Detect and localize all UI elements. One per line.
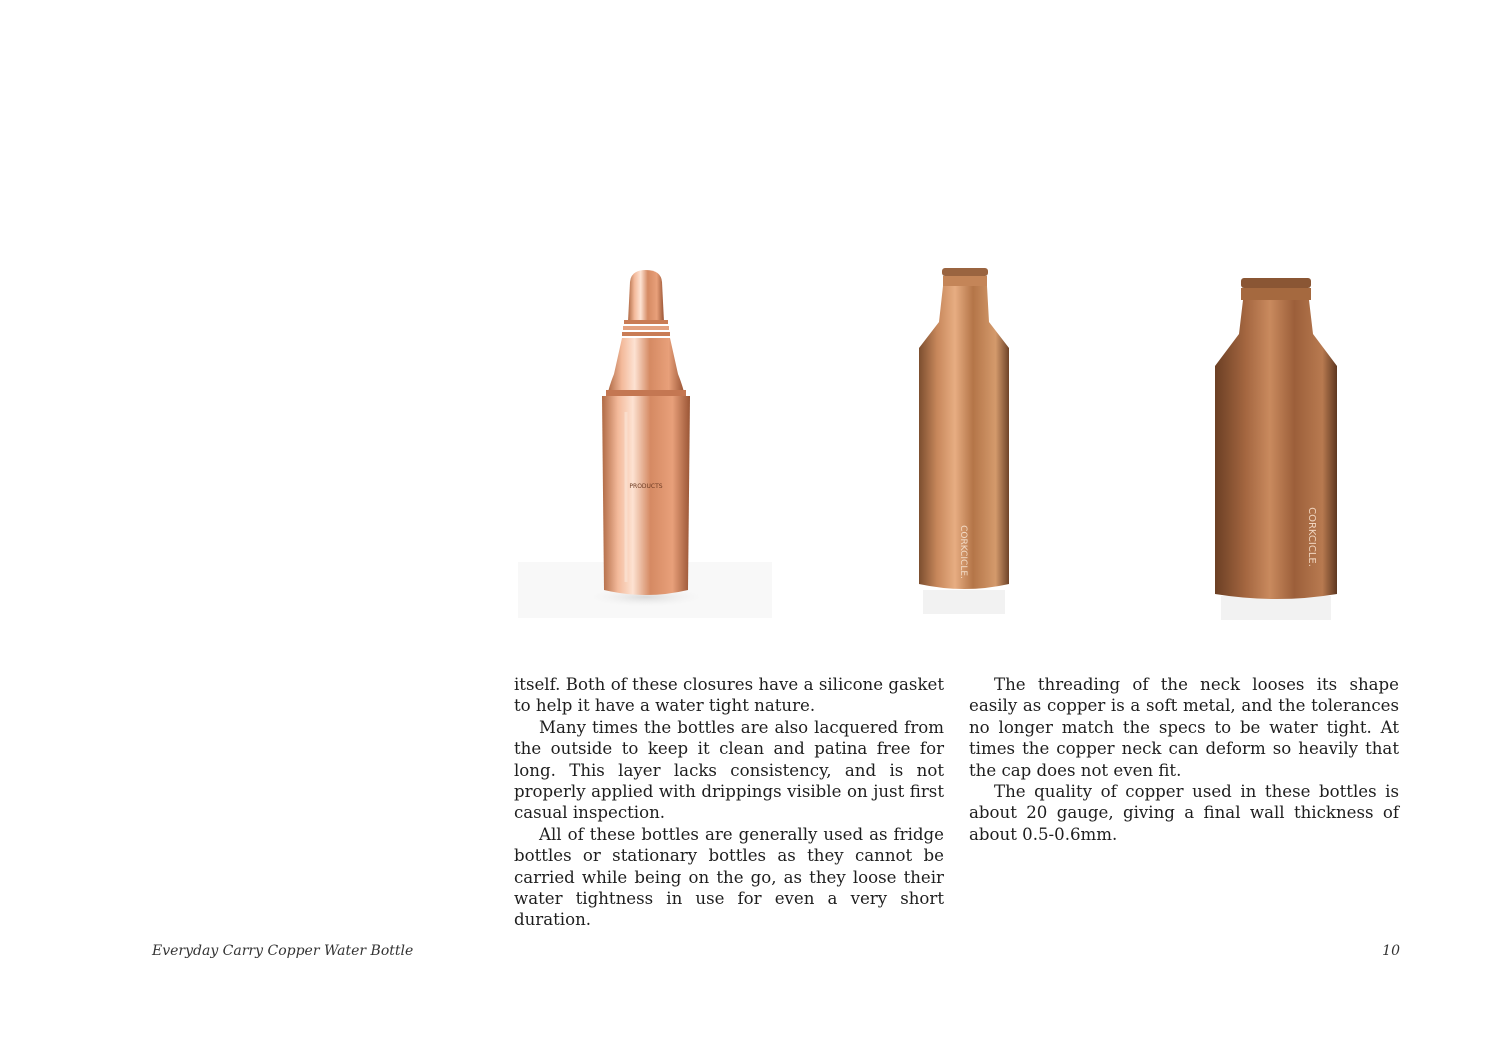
paragraph: All of these bottles are generally used as fridge bottles or stationary bottles as they cannot be carried while being on the go, as they loose their water tightness in use for even a very short duration.: [514, 824, 944, 930]
copper-canteen-image-tall: [905, 262, 1023, 618]
canteen-tall-brand: CORKCICLE.: [958, 525, 968, 579]
copper-canteen-short-graphic: [1205, 272, 1345, 622]
copper-bottle-image-1: [518, 262, 772, 618]
copper-canteen-tall-graphic: [905, 262, 1023, 618]
canteen-short-brand: CORKCICLE.: [1306, 507, 1317, 567]
paragraph: Many times the bottles are also lacquered from the outside to keep it clean and patina free for long. This layer lacks consistency, and is not properly applied with drippings visible on just first casual inspection.: [514, 717, 944, 823]
footer-title: Everyday Carry Copper Water Bottle: [152, 943, 414, 959]
paragraph: itself. Both of these closures have a silicone gasket to help it have a water tight nature.: [514, 675, 944, 716]
copper-canteen-image-short: [1205, 272, 1345, 622]
page-number: 10: [1382, 943, 1400, 959]
bottle-1-engraving: PRODUCTS: [629, 483, 663, 490]
text-column-left: [514, 674, 944, 931]
copper-bottle-1-graphic: [518, 262, 772, 618]
paragraph: The quality of copper used in these bottles is about 20 gauge, giving a final wall thickness of about 0.5-0.6mm.: [969, 782, 1399, 844]
text-column-right: [969, 674, 1399, 845]
paragraph: The threading of the neck looses its shape easily as copper is a soft metal, and the tolerances no longer match the specs to be water tight. At times the copper neck can deform so heavily that the cap does not even fit.: [969, 675, 1399, 780]
